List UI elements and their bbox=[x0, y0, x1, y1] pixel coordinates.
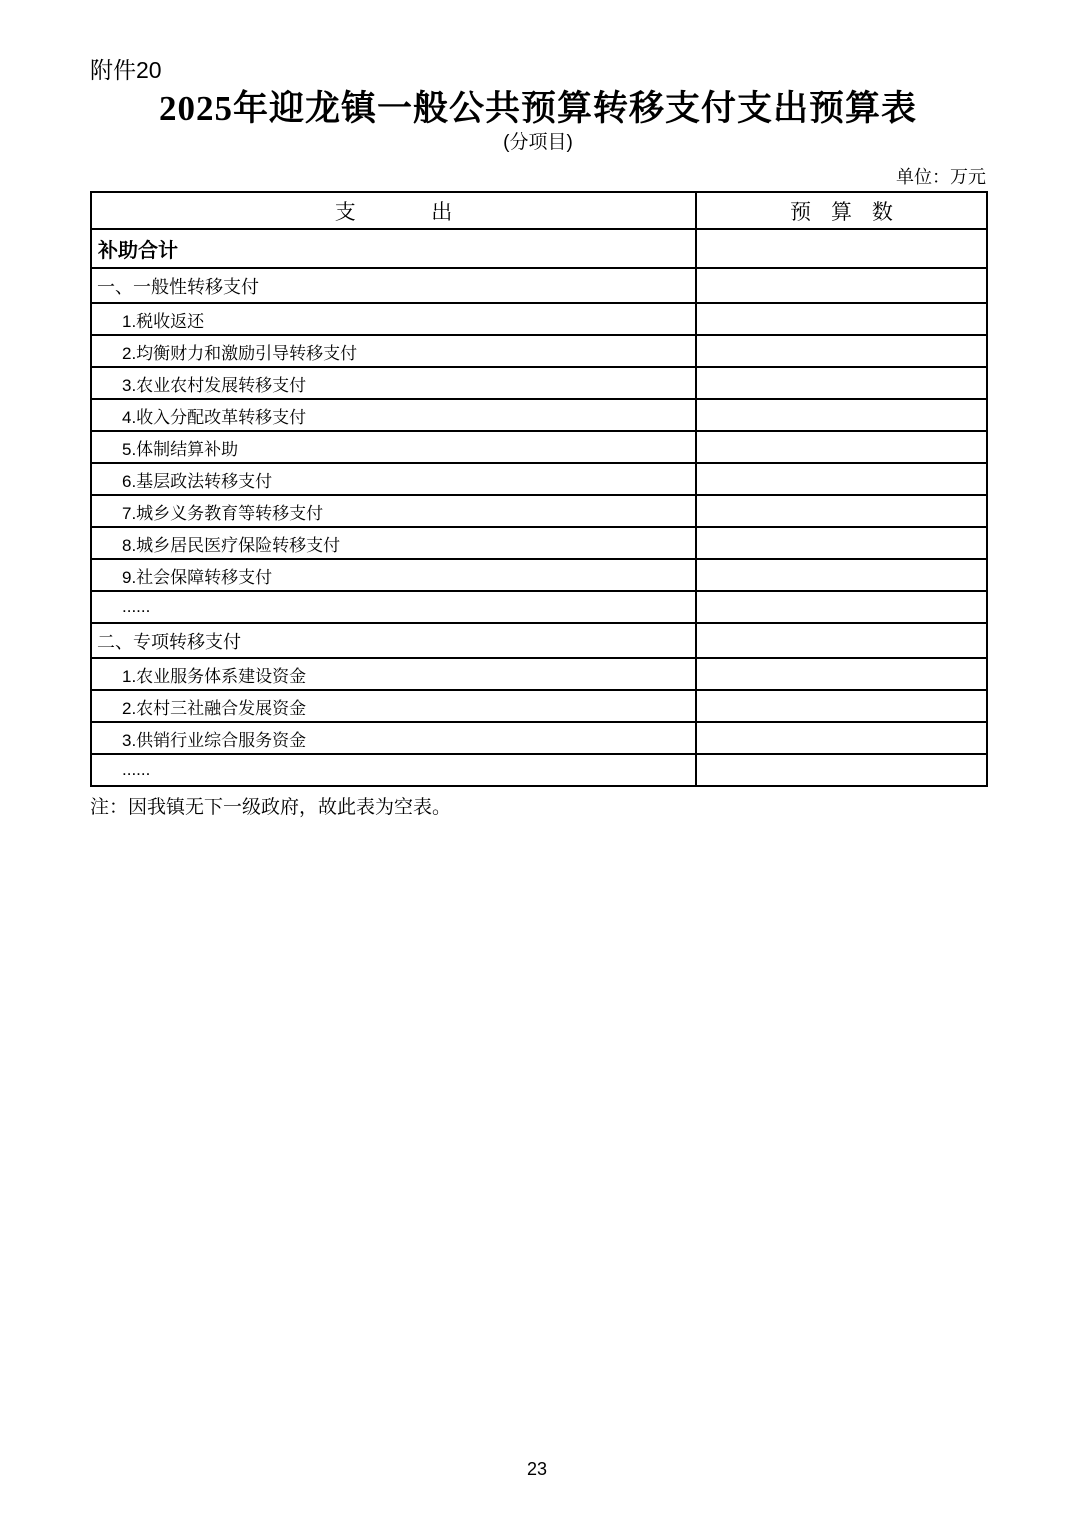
unit-note: 单位：万元 bbox=[896, 167, 986, 187]
row-value bbox=[696, 495, 987, 527]
row-value bbox=[696, 754, 987, 786]
row-label: ...... bbox=[91, 591, 696, 623]
row-value bbox=[696, 431, 987, 463]
row-label: 2.均衡财力和激励引导转移支付 bbox=[91, 335, 696, 367]
row-value bbox=[696, 229, 987, 268]
row-value bbox=[696, 268, 987, 303]
row-label: 补助合计 bbox=[91, 229, 696, 268]
table-row bbox=[91, 754, 987, 786]
row-value bbox=[696, 722, 987, 754]
row-label: 1.税收返还 bbox=[91, 303, 696, 335]
page-title: 2025年迎龙镇一般公共预算转移支付支出预算表 bbox=[158, 89, 917, 128]
row-value bbox=[696, 527, 987, 559]
document-content bbox=[90, 0, 986, 820]
column-header-expenditure bbox=[91, 192, 696, 229]
row-label: 一、一般性转移支付 bbox=[91, 268, 696, 303]
table-row bbox=[91, 658, 987, 690]
row-label: 5.体制结算补助 bbox=[91, 431, 696, 463]
column-header-expenditure-label: 支出 bbox=[334, 200, 528, 224]
page-subtitle: (分项目) bbox=[503, 132, 573, 153]
row-label: 1.农业服务体系建设资金 bbox=[91, 658, 696, 690]
table-row bbox=[91, 268, 987, 303]
table-row bbox=[91, 495, 987, 527]
table-row bbox=[91, 623, 987, 658]
row-value bbox=[696, 367, 987, 399]
row-label: 8.城乡居民医疗保险转移支付 bbox=[91, 527, 696, 559]
attachment-label: 附件20 bbox=[90, 57, 162, 83]
table-row bbox=[91, 229, 987, 268]
row-label: 6.基层政法转移支付 bbox=[91, 463, 696, 495]
table-row bbox=[91, 367, 987, 399]
row-label: 二、专项转移支付 bbox=[91, 623, 696, 658]
table-footnote: 注：因我镇无下一级政府，故此表为空表。 bbox=[90, 797, 452, 818]
row-label: 3.供销行业综合服务资金 bbox=[91, 722, 696, 754]
row-value bbox=[696, 559, 987, 591]
row-label: 4.收入分配改革转移支付 bbox=[91, 399, 696, 431]
table-header-row bbox=[91, 192, 987, 229]
row-label: 3.农业农村发展转移支付 bbox=[91, 367, 696, 399]
row-value bbox=[696, 623, 987, 658]
table-row bbox=[91, 690, 987, 722]
table-row bbox=[91, 527, 987, 559]
row-value bbox=[696, 690, 987, 722]
table-row bbox=[91, 591, 987, 623]
table-row bbox=[91, 335, 987, 367]
row-label: 7.城乡义务教育等转移支付 bbox=[91, 495, 696, 527]
row-label: 9.社会保障转移支付 bbox=[91, 559, 696, 591]
row-value bbox=[696, 463, 987, 495]
page-number: 23 bbox=[526, 1459, 548, 1479]
column-header-budget-label: 预算数 bbox=[790, 200, 913, 224]
budget-table bbox=[90, 191, 988, 787]
row-value bbox=[696, 335, 987, 367]
column-header-budget bbox=[696, 192, 987, 229]
row-label: ...... bbox=[91, 754, 696, 786]
row-label: 2.农村三社融合发展资金 bbox=[91, 690, 696, 722]
table-row bbox=[91, 399, 987, 431]
row-value bbox=[696, 591, 987, 623]
table-row bbox=[91, 463, 987, 495]
table-row bbox=[91, 303, 987, 335]
table-row bbox=[91, 431, 987, 463]
table-row bbox=[91, 722, 987, 754]
row-value bbox=[696, 658, 987, 690]
table-row bbox=[91, 559, 987, 591]
row-value bbox=[696, 303, 987, 335]
row-value bbox=[696, 399, 987, 431]
